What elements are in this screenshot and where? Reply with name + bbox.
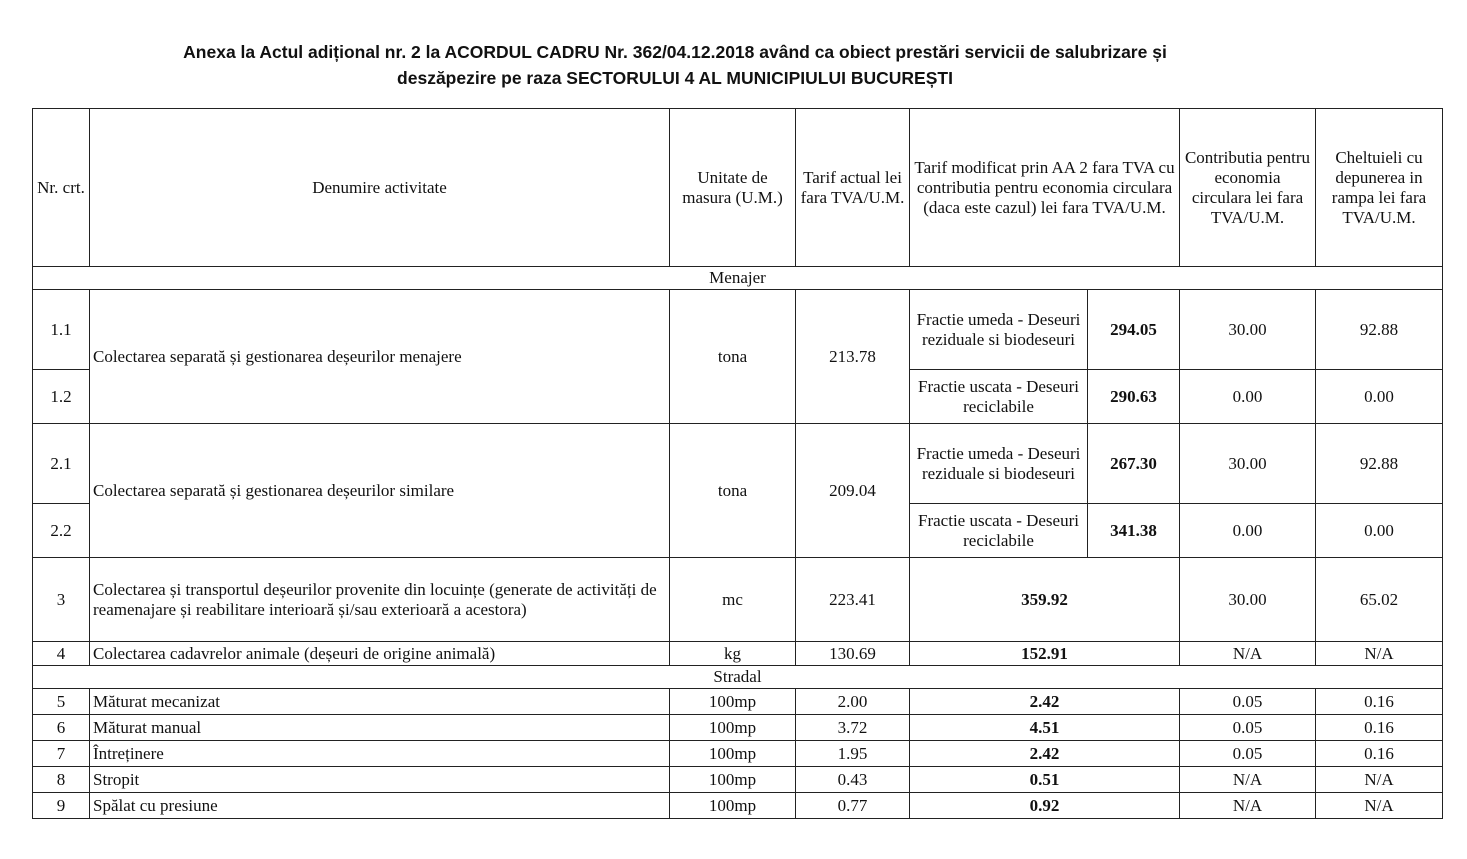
row-tarif-actual: 0.77 xyxy=(796,793,910,819)
row-nr: 1.1 xyxy=(33,290,90,370)
document-title-line-1: Anexa la Actul adițional nr. 2 la ACORDUL CADRU Nr. 362/04.12.2018 având ca obiect prestări servicii de salubrizare și xyxy=(183,42,1167,62)
row-activity: Stropit xyxy=(90,767,670,793)
row-nr: 2.2 xyxy=(33,504,90,558)
header-cheltuieli: Cheltuieli cu depunerea in rampa lei fara TVA/U.M. xyxy=(1316,109,1443,267)
section-label-stradal: Stradal xyxy=(33,666,1443,689)
row-contributia: 0.00 xyxy=(1180,504,1316,558)
row-fractie: Fractie uscata - Deseuri reciclabile xyxy=(910,370,1088,424)
row-tarif-modificat: 267.30 xyxy=(1088,424,1180,504)
row-tarif-actual: 213.78 xyxy=(796,290,910,424)
row-nr: 7 xyxy=(33,741,90,767)
table-row xyxy=(33,424,1443,504)
row-unit: 100mp xyxy=(670,689,796,715)
row-nr: 4 xyxy=(33,642,90,666)
row-tarif-modificat: 152.91 xyxy=(910,642,1180,666)
row-activity: Colectarea cadavrelor animale (deșeuri de origine animală) xyxy=(90,642,670,666)
row-cheltuieli: 65.02 xyxy=(1316,558,1443,642)
row-contributia: 30.00 xyxy=(1180,290,1316,370)
row-cheltuieli: 0.16 xyxy=(1316,715,1443,741)
row-nr: 3 xyxy=(33,558,90,642)
row-cheltuieli: 92.88 xyxy=(1316,424,1443,504)
header-unitate: Unitate de masura (U.M.) xyxy=(670,109,796,267)
row-tarif-actual: 0.43 xyxy=(796,767,910,793)
row-cheltuieli: 0.16 xyxy=(1316,689,1443,715)
row-contributia: 0.05 xyxy=(1180,715,1316,741)
row-contributia: N/A xyxy=(1180,642,1316,666)
row-cheltuieli: N/A xyxy=(1316,793,1443,819)
table-row xyxy=(33,741,1443,767)
row-tarif-actual: 2.00 xyxy=(796,689,910,715)
row-contributia: 0.05 xyxy=(1180,741,1316,767)
row-contributia: 0.00 xyxy=(1180,370,1316,424)
row-unit: tona xyxy=(670,424,796,558)
row-tarif-modificat: 359.92 xyxy=(910,558,1180,642)
table-row xyxy=(33,767,1443,793)
table-row xyxy=(33,715,1443,741)
row-cheltuieli: 92.88 xyxy=(1316,290,1443,370)
header-contributia: Contributia pentru economia circulara lei fara TVA/U.M. xyxy=(1180,109,1316,267)
row-tarif-actual: 3.72 xyxy=(796,715,910,741)
row-nr: 2.1 xyxy=(33,424,90,504)
row-activity: Colectarea separată și gestionarea deșeurilor similare xyxy=(90,424,670,558)
row-cheltuieli: 0.00 xyxy=(1316,504,1443,558)
row-nr: 5 xyxy=(33,689,90,715)
row-contributia: 30.00 xyxy=(1180,558,1316,642)
row-tarif-modificat: 0.51 xyxy=(910,767,1180,793)
row-fractie: Fractie umeda - Deseuri reziduale si biodeseuri xyxy=(910,424,1088,504)
row-unit: mc xyxy=(670,558,796,642)
row-tarif-modificat: 0.92 xyxy=(910,793,1180,819)
header-denumire: Denumire activitate xyxy=(90,109,670,267)
row-tarif-modificat: 2.42 xyxy=(910,741,1180,767)
row-tarif-modificat: 294.05 xyxy=(1088,290,1180,370)
header-tarif-actual: Tarif actual lei fara TVA/U.M. xyxy=(796,109,910,267)
row-contributia: 0.05 xyxy=(1180,689,1316,715)
row-activity: Întreținere xyxy=(90,741,670,767)
row-activity: Colectarea și transportul deșeurilor provenite din locuințe (generate de activități de reamenajare și reabilitare interioară și/sau exterioară a acestora) xyxy=(90,558,670,642)
row-nr: 8 xyxy=(33,767,90,793)
tariff-table xyxy=(32,108,1443,819)
row-activity: Colectarea separată și gestionarea deșeurilor menajere xyxy=(90,290,670,424)
table-row xyxy=(33,689,1443,715)
row-tarif-modificat: 290.63 xyxy=(1088,370,1180,424)
row-tarif-modificat: 2.42 xyxy=(910,689,1180,715)
row-unit: 100mp xyxy=(670,741,796,767)
document-title-line-2: deszăpezire pe raza SECTORULUI 4 AL MUNICIPIULUI BUCUREȘTI xyxy=(397,68,953,88)
row-activity: Spălat cu presiune xyxy=(90,793,670,819)
row-contributia: N/A xyxy=(1180,793,1316,819)
row-nr: 9 xyxy=(33,793,90,819)
row-tarif-actual: 1.95 xyxy=(796,741,910,767)
row-unit: 100mp xyxy=(670,793,796,819)
row-fractie: Fractie umeda - Deseuri reziduale si biodeseuri xyxy=(910,290,1088,370)
section-row-menajer xyxy=(33,267,1443,290)
row-nr: 1.2 xyxy=(33,370,90,424)
header-row xyxy=(33,109,1443,267)
table-row xyxy=(33,793,1443,819)
row-activity: Măturat mecanizat xyxy=(90,689,670,715)
row-cheltuieli: 0.00 xyxy=(1316,370,1443,424)
header-nr: Nr. crt. xyxy=(33,109,90,267)
row-contributia: N/A xyxy=(1180,767,1316,793)
table-row xyxy=(33,290,1443,370)
row-tarif-actual: 223.41 xyxy=(796,558,910,642)
section-row-stradal xyxy=(33,666,1443,689)
table-row xyxy=(33,642,1443,666)
row-nr: 6 xyxy=(33,715,90,741)
row-tarif-modificat: 341.38 xyxy=(1088,504,1180,558)
row-unit: 100mp xyxy=(670,715,796,741)
row-tarif-actual: 209.04 xyxy=(796,424,910,558)
row-unit: kg xyxy=(670,642,796,666)
row-cheltuieli: N/A xyxy=(1316,642,1443,666)
row-tarif-modificat: 4.51 xyxy=(910,715,1180,741)
row-activity: Măturat manual xyxy=(90,715,670,741)
header-tarif-modificat: Tarif modificat prin AA 2 fara TVA cu contributia pentru economia circulara (daca este cazul) lei fara TVA/U.M. xyxy=(910,109,1180,267)
table-row xyxy=(33,558,1443,642)
row-fractie: Fractie uscata - Deseuri reciclabile xyxy=(910,504,1088,558)
row-unit: 100mp xyxy=(670,767,796,793)
row-cheltuieli: N/A xyxy=(1316,767,1443,793)
row-contributia: 30.00 xyxy=(1180,424,1316,504)
row-tarif-actual: 130.69 xyxy=(796,642,910,666)
section-label-menajer: Menajer xyxy=(33,267,1443,290)
row-unit: tona xyxy=(670,290,796,424)
row-cheltuieli: 0.16 xyxy=(1316,741,1443,767)
